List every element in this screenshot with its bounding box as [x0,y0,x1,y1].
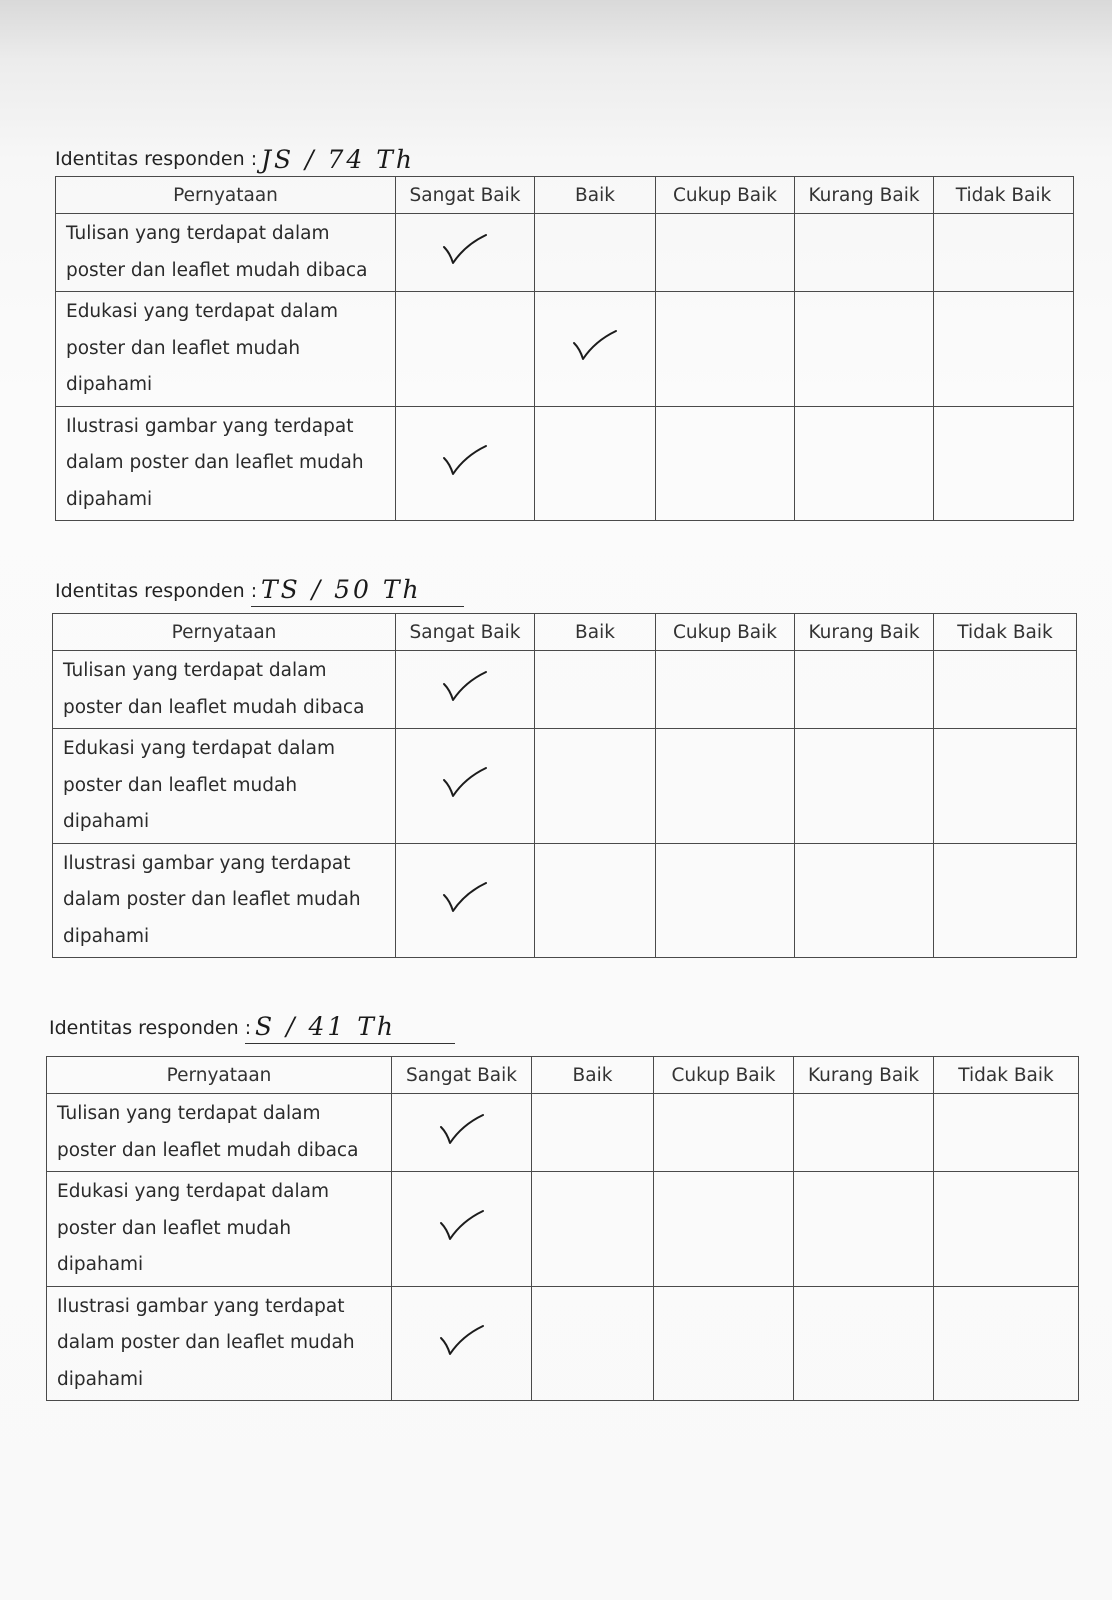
col-header-baik: Baik [535,614,656,651]
col-header-baik: Baik [535,177,656,214]
respondent-identity-2 [55,572,422,608]
option-sangat-baik[interactable] [396,292,535,407]
statement-cell: Edukasi yang terdapat dalam poster dan leaflet mudah dipahami [56,292,396,407]
check-mark-icon [438,1324,486,1358]
col-header-statement: Pernyataan [56,177,396,214]
check-mark-icon [441,766,489,800]
option-tidak-baik[interactable] [934,292,1074,407]
check-mark-icon [441,881,489,915]
option-cukup-baik[interactable] [654,1094,794,1172]
table-row [56,214,1074,292]
col-header-cukup-baik: Cukup Baik [654,1057,794,1094]
statement-cell: Edukasi yang terdapat dalam poster dan leaflet mudah dipahami [47,1172,392,1287]
table-row [53,843,1077,958]
respondent-value: JS / 74 Th [261,145,415,174]
option-tidak-baik[interactable] [934,1286,1079,1401]
table-header-row [56,177,1074,214]
table-row [56,292,1074,407]
option-cukup-baik[interactable] [656,843,795,958]
col-header-kurang-baik: Kurang Baik [795,614,934,651]
option-baik[interactable] [535,843,656,958]
respondent-field [245,1009,455,1044]
option-kurang-baik[interactable] [795,843,934,958]
option-baik[interactable] [532,1286,654,1401]
respondent-label: Identitas responden : [55,580,258,602]
option-tidak-baik[interactable] [934,729,1077,844]
option-baik[interactable] [532,1094,654,1172]
col-header-sangat-baik: Sangat Baik [396,614,535,651]
respondent-field [251,572,464,607]
col-header-kurang-baik: Kurang Baik [794,1057,934,1094]
col-header-tidak-baik: Tidak Baik [934,614,1077,651]
col-header-statement: Pernyataan [47,1057,392,1094]
table-header-row [53,614,1077,651]
col-header-sangat-baik: Sangat Baik [396,177,535,214]
col-header-tidak-baik: Tidak Baik [934,1057,1079,1094]
option-sangat-baik[interactable] [396,406,535,521]
check-mark-icon [441,670,489,704]
check-mark-icon [441,233,489,267]
col-header-kurang-baik: Kurang Baik [795,177,934,214]
option-sangat-baik[interactable] [392,1286,532,1401]
option-kurang-baik[interactable] [795,214,934,292]
table-row [47,1094,1079,1172]
option-kurang-baik[interactable] [795,729,934,844]
option-baik[interactable] [535,729,656,844]
rating-table-1 [55,176,1074,521]
check-mark-icon [438,1209,486,1243]
respondent-label: Identitas responden : [55,148,258,170]
statement-cell: Edukasi yang terdapat dalam poster dan leaflet mudah dipahami [53,729,396,844]
statement-cell: Tulisan yang terdapat dalam poster dan leaflet mudah dibaca [56,214,396,292]
statement-cell: Ilustrasi gambar yang terdapat dalam poster dan leaflet mudah dipahami [53,843,396,958]
check-mark-icon [441,444,489,478]
option-cukup-baik[interactable] [656,729,795,844]
option-sangat-baik[interactable] [396,214,535,292]
option-tidak-baik[interactable] [934,1172,1079,1287]
option-kurang-baik[interactable] [794,1172,934,1287]
option-cukup-baik[interactable] [656,292,795,407]
col-header-cukup-baik: Cukup Baik [656,614,795,651]
option-sangat-baik[interactable] [396,729,535,844]
option-tidak-baik[interactable] [934,651,1077,729]
option-cukup-baik[interactable] [656,406,795,521]
option-sangat-baik[interactable] [396,843,535,958]
option-sangat-baik[interactable] [392,1094,532,1172]
option-kurang-baik[interactable] [795,651,934,729]
respondent-value: TS / 50 Th [261,575,422,604]
table-row [56,406,1074,521]
option-kurang-baik[interactable] [794,1286,934,1401]
statement-cell: Tulisan yang terdapat dalam poster dan leaflet mudah dibaca [53,651,396,729]
option-tidak-baik[interactable] [934,843,1077,958]
respondent-identity-3 [49,1009,409,1045]
option-cukup-baik[interactable] [654,1172,794,1287]
respondent-value: S / 41 Th [255,1012,396,1041]
option-sangat-baik[interactable] [396,651,535,729]
option-cukup-baik[interactable] [656,651,795,729]
rating-table-2 [52,613,1077,958]
option-tidak-baik[interactable] [934,214,1074,292]
option-baik[interactable] [535,651,656,729]
statement-cell: Ilustrasi gambar yang terdapat dalam poster dan leaflet mudah dipahami [56,406,396,521]
check-mark-icon [438,1113,486,1147]
option-kurang-baik[interactable] [794,1094,934,1172]
option-baik[interactable] [535,406,656,521]
col-header-sangat-baik: Sangat Baik [392,1057,532,1094]
respondent-label: Identitas responden : [49,1017,252,1039]
check-mark-icon [571,329,619,363]
table-row [47,1286,1079,1401]
table-row [53,651,1077,729]
col-header-tidak-baik: Tidak Baik [934,177,1074,214]
option-tidak-baik[interactable] [934,1094,1079,1172]
option-tidak-baik[interactable] [934,406,1074,521]
option-cukup-baik[interactable] [654,1286,794,1401]
table-header-row [47,1057,1079,1094]
option-baik[interactable] [535,214,656,292]
respondent-identity-1 [55,142,415,178]
respondent-field [251,142,464,177]
col-header-statement: Pernyataan [53,614,396,651]
statement-cell: Tulisan yang terdapat dalam poster dan leaflet mudah dibaca [47,1094,392,1172]
option-kurang-baik[interactable] [795,292,934,407]
col-header-baik: Baik [532,1057,654,1094]
col-header-cukup-baik: Cukup Baik [656,177,795,214]
option-sangat-baik[interactable] [392,1172,532,1287]
table-row [53,729,1077,844]
statement-cell: Ilustrasi gambar yang terdapat dalam poster dan leaflet mudah dipahami [47,1286,392,1401]
option-cukup-baik[interactable] [656,214,795,292]
option-kurang-baik[interactable] [795,406,934,521]
option-baik[interactable] [535,292,656,407]
option-baik[interactable] [532,1172,654,1287]
table-row [47,1172,1079,1287]
rating-table-3 [46,1056,1079,1401]
